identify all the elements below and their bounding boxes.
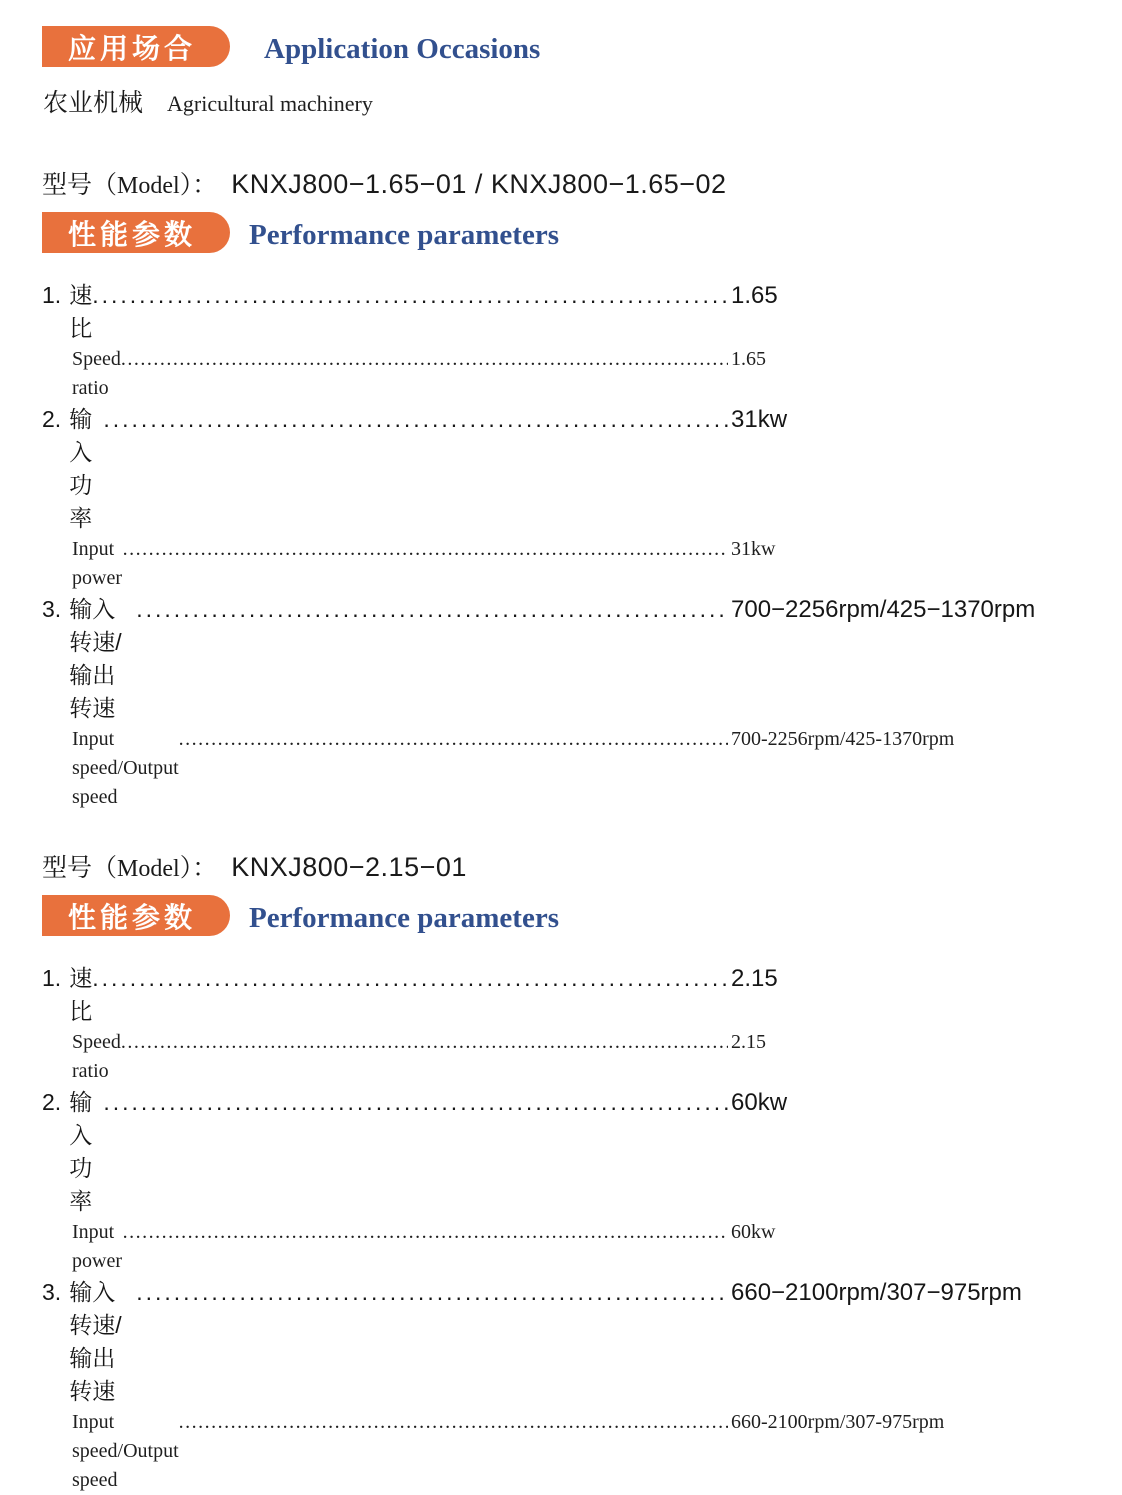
dot-leader <box>121 1028 728 1057</box>
param-row-input-power-zh <box>0 1086 1122 1218</box>
model-line-2 <box>0 851 1122 885</box>
param-number: 2. <box>42 1089 62 1115</box>
param-row-input-power-en <box>0 535 1122 593</box>
dot-leader <box>123 1218 728 1247</box>
model-label-zh: 型号（ <box>42 854 118 882</box>
param-label-en: Input power <box>72 1221 122 1272</box>
dot-leader <box>136 593 728 626</box>
param-number: 1. <box>42 282 62 308</box>
param-value-zh: 1.65 <box>731 282 778 309</box>
param-value-en: 660-2100rpm/307-975rpm <box>731 1411 945 1433</box>
model-label-zh: 型号（ <box>42 171 118 199</box>
dot-leader <box>121 345 728 374</box>
param-value-zh: 60kw <box>731 1089 788 1116</box>
performance-badge-1: 性能参数 <box>42 212 230 253</box>
param-number: 3. <box>42 1279 62 1305</box>
param-row-speed-ratio-en <box>0 1028 1122 1086</box>
param-row-speed-ratio-zh <box>0 962 1122 1028</box>
param-number: 2. <box>42 406 62 432</box>
application-title-en: Application Occasions <box>264 33 541 65</box>
dot-leader <box>92 962 728 995</box>
param-label-zh: 输入功率 <box>69 1089 93 1214</box>
performance-badge-2: 性能参数 <box>42 895 230 936</box>
param-row-speed-range-zh <box>0 1276 1122 1408</box>
param-number: 1. <box>42 965 62 991</box>
param-label-zh: 输入转速/输出转速 <box>69 596 122 721</box>
param-row-input-power-en <box>0 1218 1122 1276</box>
param-row-input-power-zh <box>0 403 1122 535</box>
performance-section-header-1 <box>42 212 1122 253</box>
parameter-list-1 <box>0 279 1122 812</box>
param-label-zh: 输入功率 <box>69 406 93 531</box>
dot-leader <box>179 725 728 754</box>
param-label-en: Input speed/Output speed <box>72 728 179 808</box>
model-label-en: Model <box>117 173 180 199</box>
param-label-en: Speed ratio <box>72 348 121 399</box>
model-line-1 <box>0 168 1122 202</box>
performance-title-en-1: Performance parameters <box>249 219 559 251</box>
dot-leader <box>123 535 728 564</box>
dot-leader <box>92 279 728 312</box>
param-label-en: Speed ratio <box>72 1031 121 1082</box>
param-value-en: 31kw <box>731 538 776 560</box>
application-item-en: Agricultural machinery <box>167 91 373 116</box>
param-number: 3. <box>42 596 62 622</box>
param-value-en: 1.65 <box>731 348 766 370</box>
dot-leader <box>103 403 728 436</box>
performance-section-header-2 <box>42 895 1122 936</box>
application-badge: 应用场合 <box>42 26 230 67</box>
param-label-en: Input speed/Output speed <box>72 1411 179 1491</box>
param-row-speed-range-en <box>0 1408 1122 1495</box>
model-label-colon: ）： <box>179 171 218 199</box>
param-label-zh: 速比 <box>69 965 93 1024</box>
model-label-colon: ）： <box>179 854 218 882</box>
application-item <box>43 88 1122 119</box>
application-item-zh: 农业机械 <box>43 89 144 117</box>
param-label-zh: 速比 <box>69 282 93 341</box>
model-label-en: Model <box>117 856 180 882</box>
param-value-zh: 2.15 <box>731 965 778 992</box>
performance-title-en-2: Performance parameters <box>249 902 559 934</box>
param-row-speed-ratio-zh <box>0 279 1122 345</box>
dot-leader <box>103 1086 728 1119</box>
param-row-speed-ratio-en <box>0 345 1122 403</box>
param-label-zh: 输入转速/输出转速 <box>69 1279 122 1404</box>
param-value-zh: 31kw <box>731 406 788 433</box>
dot-leader <box>136 1276 728 1309</box>
application-section-header <box>42 26 1122 67</box>
param-value-en: 700-2256rpm/425-1370rpm <box>731 728 955 750</box>
param-value-zh: 660−2100rpm/307−975rpm <box>731 1279 1022 1306</box>
param-value-en: 60kw <box>731 1221 776 1243</box>
model-number-1: KNXJ800−1.65−01 / KNXJ800−1.65−02 <box>231 169 727 199</box>
model-number-2: KNXJ800−2.15−01 <box>231 852 467 882</box>
param-row-speed-range-zh <box>0 593 1122 725</box>
param-row-speed-range-en <box>0 725 1122 812</box>
parameter-list-2 <box>0 962 1122 1495</box>
dot-leader <box>179 1408 728 1437</box>
param-label-en: Input power <box>72 538 122 589</box>
param-value-en: 2.15 <box>731 1031 766 1053</box>
param-value-zh: 700−2256rpm/425−1370rpm <box>731 596 1036 623</box>
